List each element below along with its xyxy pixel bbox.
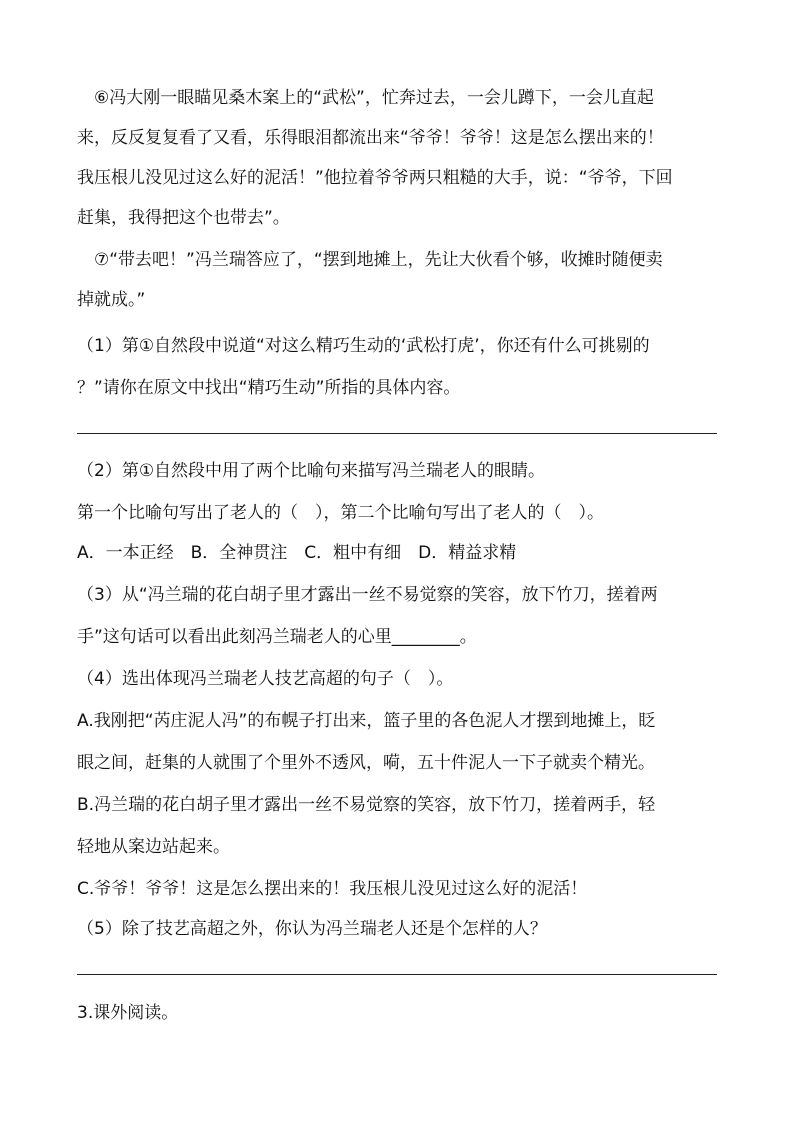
question-1-line-1: （1）第①自然段中说道“对这么精巧生动的‘武松打虎’，你还有什么可挑剔的 [77, 336, 650, 356]
question-4-option-a-line-1: A.我刚把“芮庄泥人冯”的布幌子打出来，篮子里的各色泥人才摆到地摊上，眨 [77, 711, 656, 731]
question-4-option-b-line-2: 轻地从案边站起来。 [77, 837, 230, 857]
passage-p6-line-3: 我压根儿没见过这么好的泥活！”他拉着爷爷两只粗糙的大手，说：“爷爷，下回 [77, 168, 673, 188]
question-2-line-2: 第一个比喻句写出了老人的（ ），第二个比喻句写出了老人的（ ）。 [77, 503, 604, 523]
question-2-line-1: （2）第①自然段中用了两个比喻句来描写冯兰瑞老人的眼睛。 [77, 461, 546, 481]
answer-line-q1[interactable] [77, 433, 717, 434]
question-4-option-a-line-2: 眼之间，赶集的人就围了个里外不透风，嗬，五十件泥人一下子就卖个精光。 [77, 753, 655, 773]
question-4-line-1: （4）选出体现冯兰瑞老人技艺高超的句子（ ）。 [77, 669, 454, 689]
question-5-line-1: （5）除了技艺高超之外，你认为冯兰瑞老人还是个怎样的人？ [77, 919, 547, 939]
question-3-line-1: （3）从“冯兰瑞的花白胡子里才露出一丝不易觉察的笑容，放下竹刀，搓着两 [77, 585, 658, 605]
passage-p7-line-2: 掉就成。” [77, 290, 146, 310]
passage-p6-line-2: 来，反反复复看了又看，乐得眼泪都流出来“爷爷！爷爷！这是怎么摆出来的！ [77, 128, 664, 148]
question-2-options: A．一本正经 B．全神贯注 C．粗中有细 D．精益求精 [77, 543, 517, 563]
question-4-option-c: C.爷爷！爷爷！这是怎么摆出来的！我压根儿没见过这么好的泥活！ [77, 879, 588, 899]
passage-p6-line-1: ⑥冯大刚一眼瞄见桑木案上的“武松”，忙奔过去，一会儿蹲下，一会儿直起 [77, 88, 654, 108]
question-4-option-b-line-1: B.冯兰瑞的花白胡子里才露出一丝不易觉察的笑容，放下竹刀，搓着两手，轻 [77, 795, 656, 815]
passage-p7-line-1: ⑦“带去吧！”冯兰瑞答应了，“摆到地摊上，先让大伙看个够，收摊时随便卖 [77, 250, 663, 270]
section-3-heading: 3.课外阅读。 [77, 1003, 179, 1023]
answer-line-q5[interactable] [77, 974, 717, 975]
question-1-line-2: ？”请你在原文中找出“精巧生动”所指的具体内容。 [77, 378, 461, 398]
passage-p6-line-4: 赶集，我得把这个也带去”。 [77, 208, 290, 228]
question-3-line-2: 手”这句话可以看出此刻冯兰瑞老人的心里________。 [77, 627, 477, 647]
